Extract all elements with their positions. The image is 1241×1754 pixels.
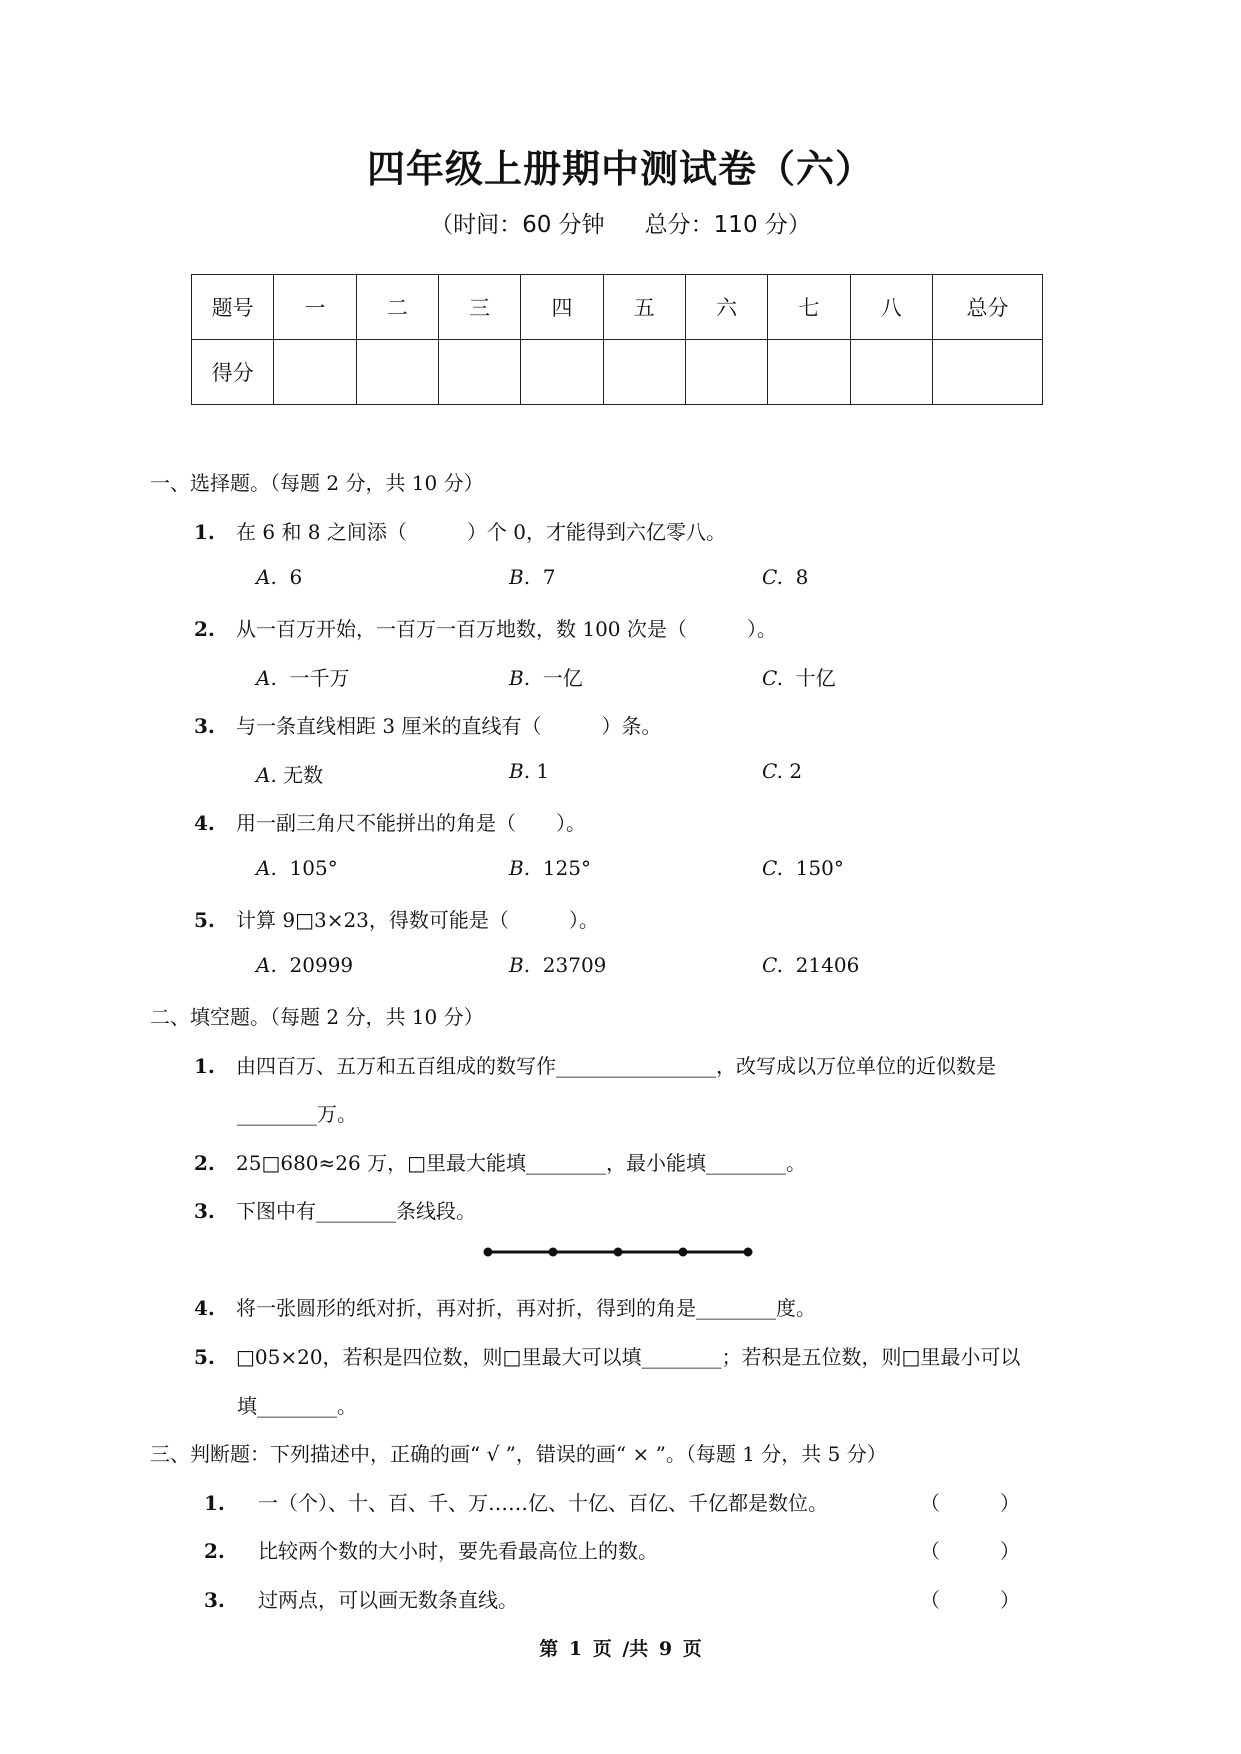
header-cell: 一 xyxy=(274,275,356,340)
option-a: A. 20999 xyxy=(256,953,354,977)
question xyxy=(194,516,726,545)
score-cell xyxy=(274,340,356,405)
question xyxy=(194,1292,816,1321)
question-number: 1. xyxy=(194,1054,215,1078)
option-c: C. 2 xyxy=(762,759,803,783)
figure-point xyxy=(549,1248,558,1257)
judgement-item xyxy=(204,1535,1020,1564)
question-continuation: ________万。 xyxy=(237,1102,357,1126)
total-score: 总分：110 分） xyxy=(644,212,811,238)
question-text: □05×20，若积是四位数，则□里最大可以填________；若积是五位数，则□里最小可以 xyxy=(236,1345,1021,1369)
question xyxy=(194,904,599,933)
header-cell: 四 xyxy=(521,275,603,340)
time-limit: （时间：60 分钟 xyxy=(430,212,605,238)
options xyxy=(256,856,956,884)
header-cell: 三 xyxy=(438,275,520,340)
option-b: B. 7 xyxy=(509,565,556,589)
option-a: A. 105° xyxy=(256,856,338,880)
question-text: 计算 9□3×23，得数可能是（ ）。 xyxy=(236,908,599,932)
question-text: 25□680≈26 万，□里最大能填________，最小能填________。 xyxy=(236,1151,806,1175)
row-label: 得分 xyxy=(192,340,274,405)
score-cell xyxy=(768,340,850,405)
option-b: B. 125° xyxy=(509,856,591,880)
score-cell xyxy=(685,340,767,405)
section-heading: 一、选择题。（每题 2 分，共 10 分） xyxy=(150,471,484,495)
score-table-score-row xyxy=(192,340,1043,405)
option-c: C. 21406 xyxy=(762,953,860,977)
figure-point xyxy=(744,1248,753,1257)
question-number: 3. xyxy=(204,1588,225,1612)
question-number: 2. xyxy=(194,617,215,641)
header-cell: 题号 xyxy=(192,275,274,340)
header-cell: 五 xyxy=(603,275,685,340)
question-number: 1. xyxy=(204,1491,225,1515)
question-number: 4. xyxy=(194,1296,215,1320)
page-title: 四年级上册期中测试卷（六） xyxy=(366,147,874,191)
option-a: A. 6 xyxy=(256,565,303,589)
score-cell xyxy=(932,340,1042,405)
score-table-header-row xyxy=(192,275,1043,340)
figure-point xyxy=(614,1248,623,1257)
score-cell xyxy=(521,340,603,405)
exam-info xyxy=(0,206,1241,239)
question-text: 过两点，可以画无数条直线。 xyxy=(258,1588,518,1612)
question-number: 2. xyxy=(204,1539,225,1563)
options xyxy=(256,662,956,690)
answer-parentheses: （ ） xyxy=(920,1491,1020,1515)
question xyxy=(194,1341,1020,1370)
question-text: 一（个）、十、百、千、万……亿、十亿、百亿、千亿都是数位。 xyxy=(258,1491,828,1515)
question-number: 1. xyxy=(194,520,215,544)
header-cell: 二 xyxy=(356,275,438,340)
question-text: 用一副三角尺不能拼出的角是（ ）。 xyxy=(236,811,586,835)
section-heading: 三、判断题：下列描述中，正确的画“ √ ”，错误的画“ × ”。（每题 1 分，共 5 分） xyxy=(150,1442,887,1466)
question-text: 在 6 和 8 之间添（ ）个 0，才能得到六亿零八。 xyxy=(236,520,726,544)
option-b: B. 一亿 xyxy=(509,666,583,690)
question-number: 3. xyxy=(194,714,215,738)
options xyxy=(256,759,956,787)
question xyxy=(194,1050,996,1079)
score-cell xyxy=(438,340,520,405)
question-number: 5. xyxy=(194,1345,215,1369)
question xyxy=(194,613,777,642)
line-segment-figure xyxy=(480,1244,760,1260)
question-text: 比较两个数的大小时，要先看最高位上的数。 xyxy=(258,1539,658,1563)
question xyxy=(194,1195,476,1224)
option-c: C. 150° xyxy=(762,856,844,880)
figure-point xyxy=(484,1248,493,1257)
question-text: 将一张圆形的纸对折，再对折，再对折，得到的角是________度。 xyxy=(236,1296,816,1320)
answer-parentheses: （ ） xyxy=(920,1588,1020,1612)
option-a: A. 一千万 xyxy=(256,666,350,690)
question-text: 与一条直线相距 3 厘米的直线有（ ）条。 xyxy=(236,714,662,738)
options xyxy=(256,953,956,981)
judgement-item xyxy=(204,1487,1020,1516)
score-cell xyxy=(356,340,438,405)
options xyxy=(256,565,956,593)
header-cell: 七 xyxy=(768,275,850,340)
score-cell xyxy=(603,340,685,405)
question-text: 从一百万开始，一百万一百万地数，数 100 次是（ ）。 xyxy=(236,617,777,641)
question-number: 3. xyxy=(194,1199,215,1223)
question-text: 由四百万、五万和五百组成的数写作________________，改写成以万位单位的近似数是 xyxy=(236,1054,996,1078)
question xyxy=(194,1147,806,1176)
question-text: 下图中有________条线段。 xyxy=(236,1199,476,1223)
score-table xyxy=(191,274,1043,405)
question-number: 5. xyxy=(194,908,215,932)
figure-point xyxy=(679,1248,688,1257)
page-number: 第 1 页 /共 9 页 xyxy=(539,1638,702,1660)
score-cell xyxy=(850,340,932,405)
header-cell: 六 xyxy=(685,275,767,340)
question-number: 4. xyxy=(194,811,215,835)
section-heading: 二、填空题。（每题 2 分，共 10 分） xyxy=(150,1005,484,1029)
option-b: B. 1 xyxy=(509,759,550,783)
option-c: C. 十亿 xyxy=(762,666,836,690)
option-c: C. 8 xyxy=(762,565,809,589)
judgement-item xyxy=(204,1584,1020,1613)
option-b: B. 23709 xyxy=(509,953,607,977)
answer-parentheses: （ ） xyxy=(920,1539,1020,1563)
question-number: 2. xyxy=(194,1151,215,1175)
header-cell: 八 xyxy=(850,275,932,340)
question-continuation: 填________。 xyxy=(237,1394,357,1418)
question xyxy=(194,710,661,739)
header-cell: 总分 xyxy=(932,275,1042,340)
option-a: A. 无数 xyxy=(256,763,324,787)
question xyxy=(194,807,586,836)
